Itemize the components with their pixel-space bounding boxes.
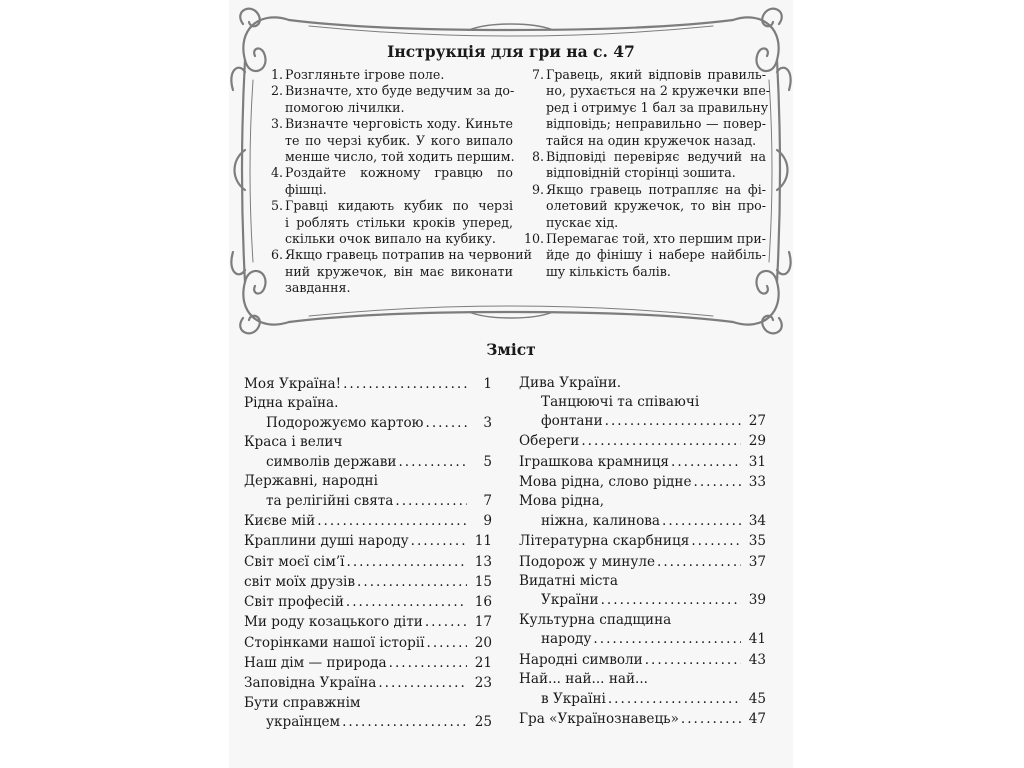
instruction-number: 2. [270,83,283,99]
toc-entry [519,374,766,431]
instruction-text: менше число, той ходить першим. [285,149,515,165]
instruction-item [263,247,532,296]
toc-leader-dots [347,552,468,572]
instruction-text: пускає хід. [546,214,619,230]
instruction-item [263,198,513,247]
toc-page-number: 33 [748,474,766,491]
toc-entry-row [244,612,492,632]
toc-entry-title: Краса і велич [244,434,343,451]
toc-entry-row [519,629,766,649]
toc-entry [519,572,766,611]
toc-entry [244,552,492,572]
toc-page-number: 43 [748,651,766,668]
toc-leader-dots [395,491,467,511]
toc-page-number: 21 [474,655,492,672]
toc-entry-row [244,633,492,653]
toc-page-number: 11 [474,533,492,550]
toc-entry-row [244,511,492,531]
toc-entry-heading-row [519,374,766,393]
toc-entry-row [244,413,492,433]
instruction-text: Відповіді перевіряє ведучий на [546,149,766,165]
instruction-number: 7. [531,67,544,82]
instruction-item [520,231,766,280]
toc-page-number: 39 [748,592,766,609]
toc-entry-row [244,653,492,673]
toc-entry [519,452,766,472]
instruction-item [263,116,513,165]
toc-entry-row [519,411,766,431]
instruction-number: 8. [531,149,544,165]
instruction-text: Перемагає той, хто першим при- [546,231,766,247]
toc-entry-row [244,531,492,551]
toc-leader-dots [671,452,741,472]
instruction-text: відповідній сторінці зошита. [546,165,736,181]
toc-leader-dots [389,653,467,673]
instruction-text: скільки очок випало на кубику. [285,231,496,247]
instruction-item [263,83,513,116]
toc-entry-title: Заповідна Україна [244,675,377,692]
instruction-number: 1. [270,67,283,82]
toc-entry-row [244,673,492,693]
instruction-text: і роблять стільки кроків уперед, [285,214,513,230]
toc-leader-dots [411,531,467,551]
toc-entry [244,472,492,511]
toc-entry-title: Іграшкова крамниця [519,453,670,470]
toc-leader-dots [605,411,741,431]
toc-entry-title: та релігійні свята [266,492,394,509]
toc-entry-row [244,712,492,732]
instruction-item [263,67,513,83]
instruction-text: Якщо гравець потрапляє на фі- [546,181,766,197]
instruction-text: шу кількість балів. [546,263,671,279]
instruction-text: олетовий кружечок, то він про- [546,198,766,214]
toc-entry-row [519,452,766,472]
instruction-text: завдання. [285,280,351,296]
instruction-text: но, рухається на 2 кружечки впе- [546,83,771,99]
toc-entry-title: Видатні міста [519,572,618,589]
toc-page-number: 16 [474,594,492,611]
toc-entry-title: Най... най... най... [519,670,649,687]
toc-page-number: 3 [483,414,492,431]
toc-entry-heading-row [519,670,766,689]
instruction-text: Роздайте кожному гравцю по [285,165,513,181]
toc-entry-heading-row [519,393,766,412]
instruction-text: Визначте черговість ходу. Киньте [285,116,513,132]
toc-page-number: 20 [474,634,492,651]
toc-entry-row [519,709,766,729]
toc-leader-dots [608,689,741,709]
toc-entry [244,673,492,693]
toc-page-number: 17 [474,614,492,631]
toc-entry-title: Наш дім — природа [244,655,387,672]
toc-entry [244,394,492,433]
toc-entry-row [519,531,766,551]
toc-entry-title: символів держави [266,453,397,470]
instructions-title: Інструкція для гри на с. 47 [387,42,635,61]
toc-leader-dots [378,673,467,693]
instruction-number: 6. [270,247,283,263]
toc-entry-heading-row [244,394,492,413]
instruction-text: тайся на один кружечок назад. [546,132,757,148]
instruction-text: Гравці кидають кубик по черзі [285,198,513,214]
instruction-number: 9. [531,181,544,197]
instruction-text: фішці. [285,181,327,197]
instruction-text: йде до фінішу і набере найбіль- [546,247,766,263]
toc-leader-dots [342,712,467,732]
toc-page-number: 1 [483,376,492,392]
toc-leader-dots [343,374,467,394]
toc-entry-title: Літературна скарбниця [519,533,690,550]
toc-entry-heading-row [244,694,492,713]
toc-entry-title: Державні, народні [244,473,378,490]
toc-entry-title: світ моїх друзів [244,573,356,590]
toc-page-number: 15 [474,573,492,590]
toc-entry-title: Краплини душі народу [244,533,409,550]
instruction-text: помогою лічилки. [285,99,405,115]
toc-entry-row [519,431,766,451]
toc-entry-title: України [541,592,599,609]
instructions-right-column [520,67,771,280]
toc-entry-heading-row [519,611,766,630]
toc-entry-title: Бути справжнім [244,694,361,711]
instruction-text: Розгляньте ігрове поле. [285,67,445,82]
instruction-item [520,182,766,231]
toc-leader-dots [317,511,467,531]
toc-entry-title: народу [541,631,592,648]
toc-entry-title: в Україні [541,690,606,707]
toc-leader-dots [691,531,741,551]
toc-entry-row [519,552,766,572]
toc-entry [519,650,766,670]
instruction-item [520,67,771,149]
toc-page-number: 37 [748,553,766,570]
toc-entry-title: Моя Україна! [244,376,342,392]
toc-entry [244,531,492,551]
toc-title: Зміст [486,340,536,359]
toc-entry [519,611,766,650]
toc-leader-dots [681,709,741,729]
toc-entry-title: Світ професій [244,594,344,611]
toc-leader-dots [346,592,467,612]
toc-entry-heading-row [519,492,766,511]
toc-entry-title: Світ моєї сім’ї [244,553,345,570]
toc-page-number: 23 [474,675,492,692]
instruction-number: 10. [523,231,544,247]
toc-entry [244,653,492,673]
toc-entry [244,433,492,472]
toc-leader-dots [657,552,741,572]
toc-entry-row [244,491,492,511]
toc-entry-row [244,572,492,592]
toc-entry-title: ніжна, калинова [541,512,661,529]
toc-leader-dots [601,590,741,610]
toc-entry [244,511,492,531]
toc-entry-title: Обереги [519,433,580,450]
instruction-text: ред і отримує 1 бал за правильну [546,99,769,115]
toc-entry-title: Подорожуємо картою [266,414,424,431]
toc-entry-row [244,452,492,472]
toc-page-number: 34 [748,512,766,529]
toc-entry [244,572,492,592]
toc-page-number: 29 [748,433,766,450]
toc-entry-row [519,590,766,610]
toc-page-number: 45 [748,690,766,707]
toc-page-number: 27 [748,413,766,430]
toc-entry [244,612,492,632]
toc-leader-dots [581,431,741,451]
instruction-text: те по черзі кубик. У кого випало [285,132,513,148]
toc-page-number: 47 [748,710,766,727]
instruction-item [263,165,513,198]
toc-entry-title: українцем [266,714,341,731]
toc-page-number: 35 [748,533,766,550]
instruction-text: Визначте, хто буде ведучим за до- [285,83,515,99]
toc-entry [519,431,766,451]
toc-entry [244,633,492,653]
toc-leader-dots [426,413,467,433]
toc-entry-title: Народні символи [519,651,643,668]
toc-leader-dots [425,612,467,632]
instruction-text: Якщо гравець потрапив на червоний [285,247,532,263]
toc-leader-dots [593,629,741,649]
toc-entry-heading-row [519,572,766,591]
toc-entry-title: Рідна країна. [244,395,339,412]
toc-leader-dots [662,511,741,531]
instructions-left-column [263,67,532,297]
toc-entry-row [519,472,766,492]
toc-entry [244,694,492,733]
toc-leader-dots [398,452,467,472]
toc-leader-dots [645,650,741,670]
toc-entry-title: Дива України. [519,375,622,391]
toc-entry-title: Подорож у минуле [519,553,655,570]
toc-left-column [244,374,492,733]
toc-entry-title: Ми роду козацького діти [244,614,423,631]
instruction-text: відповідь; неправильно — повер- [546,116,766,132]
toc-leader-dots [694,472,741,492]
toc-page-number: 7 [483,492,492,509]
instruction-text: ний кружечок, він має виконати [285,263,513,279]
toc-page-number: 9 [483,512,492,529]
toc-entry [519,670,766,709]
toc-entry-title: Мова рідна, [519,493,605,510]
toc-entry [519,709,766,729]
toc-entry-row [244,592,492,612]
toc-entry-row [244,374,492,394]
toc-entry-row [519,689,766,709]
toc-entry-title: Культурна спадщина [519,611,672,628]
toc-entry [519,552,766,572]
toc-entry-row [519,650,766,670]
toc-entry [519,472,766,492]
instruction-number: 3. [270,116,283,132]
toc-entry [519,492,766,531]
toc-entry-title: Сторінками нашої історії [244,634,425,651]
toc-entry-heading-row [244,433,492,452]
instruction-text: Гравець, який відповів правиль- [546,67,766,82]
toc-entry-heading-row [244,472,492,491]
instruction-number: 4. [270,165,283,181]
toc-leader-dots [427,633,468,653]
toc-right-column [519,374,766,729]
instruction-number: 5. [270,198,283,214]
toc-entry-title: фонтани [541,413,603,430]
toc-entry [244,374,492,394]
toc-entry-title: Києве мій [244,512,316,529]
toc-entry-title: Танцюючі та співаючі [541,393,700,410]
toc-entry [519,531,766,551]
toc-page-number: 31 [748,453,766,470]
toc-entry-row [519,511,766,531]
toc-entry [244,592,492,612]
toc-leader-dots [357,572,467,592]
toc-page-number: 5 [483,453,492,470]
toc-entry-title: Гра «Українознавець» [519,710,679,727]
toc-entry-title: Мова рідна, слово рідне [519,474,692,491]
toc-page-number: 41 [748,631,766,648]
toc-page-number: 13 [474,553,492,570]
toc-page-number: 25 [474,714,492,731]
toc-entry-row [244,552,492,572]
instruction-item [520,149,766,182]
